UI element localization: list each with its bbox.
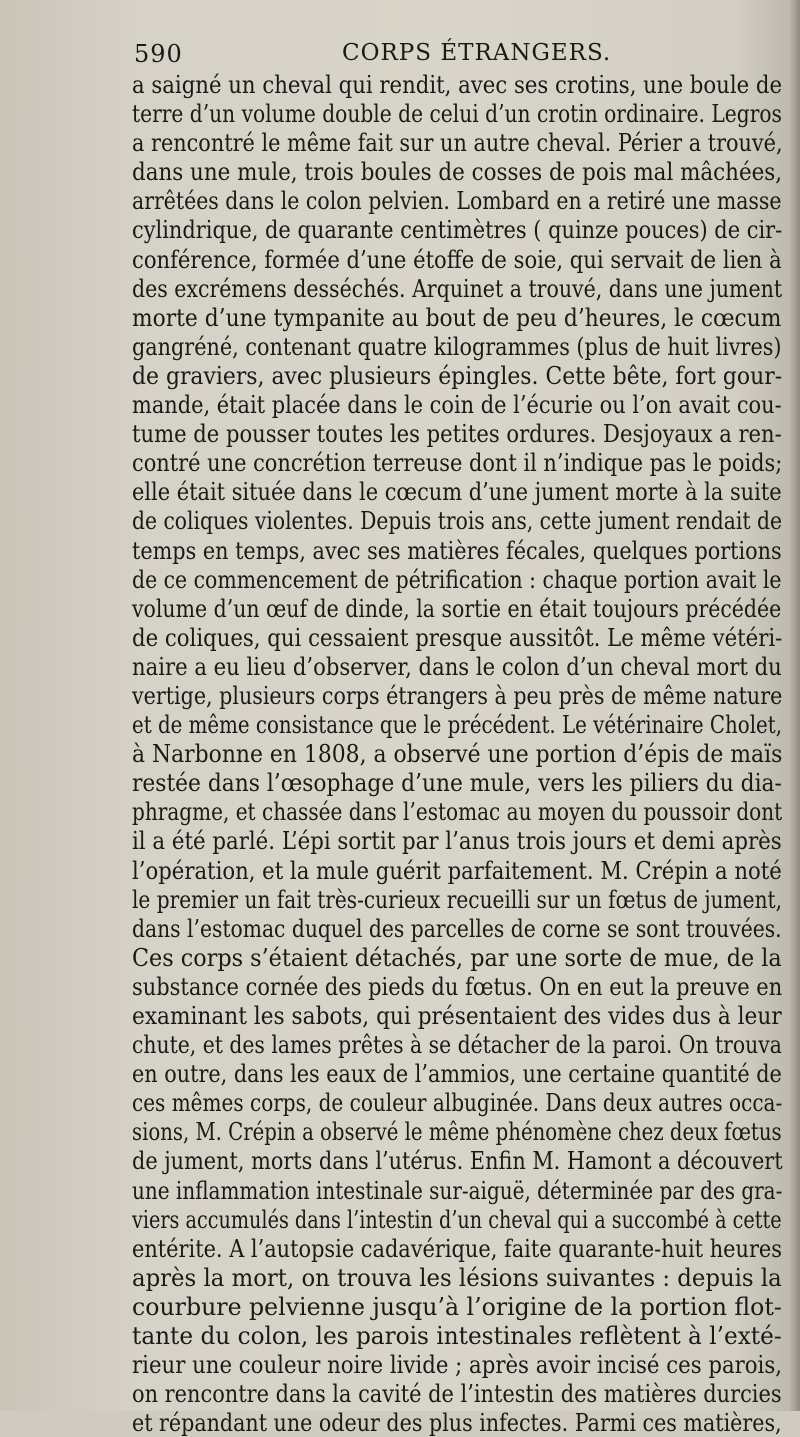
text-line: volume d’un œuf de dinde, la sortie en était toujours précédée: [132, 593, 782, 623]
running-title: CORPS ÉTRANGERS.: [342, 40, 612, 66]
text-line: phragme, et chassée dans l’estomac au moyen du poussoir dont: [132, 797, 783, 827]
text-line: examinant les sabots, qui présentaient des vides dus à leur: [132, 1001, 782, 1030]
text-line: des excrémens desséchés. Arquinet a trouvé, dans une jument: [132, 273, 783, 303]
text-line: cylindrique, de quarante centimètres ( quinze pouces) de cir-: [132, 215, 783, 245]
page-number: 590: [134, 40, 183, 68]
text-line: elle était située dans le cœcum d’une jument morte à la suite: [132, 477, 782, 507]
text-line: a rencontré le même fait sur un autre cheval. Périer a trouvé,: [132, 128, 783, 158]
text-line: gangréné, contenant quatre kilogrammes (plus de huit livres): [132, 331, 782, 361]
text-line: contré une concrétion terreuse dont il n’indique pas le poids;: [132, 448, 783, 478]
text-line: de graviers, avec plusieurs épingles. Cette bête, fort gour-: [132, 360, 783, 390]
text-line: dans l’estomac duquel des parcelles de corne se sont trouvées.: [132, 913, 782, 943]
text-line: on rencontre dans la cavité de l’intestin des matières durcies: [132, 1379, 782, 1409]
text-line: Ces corps s’étaient détachés, par une sorte de mue, de la: [132, 942, 782, 972]
text-line: il a été parlé. L’épi sortit par l’anus trois jours et demi après: [132, 826, 782, 856]
body-text: [132, 70, 782, 1437]
text-line: substance cornée des pieds du fœtus. On en eut la preuve en: [132, 971, 783, 1001]
text-line: chute, et des lames prêtes à se détacher de la paroi. On trouva: [132, 1030, 782, 1060]
text-line: à Narbonne en 1808, a observé une portion d’épis de maïs: [132, 739, 783, 769]
text-line: courbure pelvienne jusqu’à l’origine de la portion flot-: [132, 1291, 782, 1321]
text-line: vertige, plusieurs corps étrangers à peu près de même nature: [132, 680, 783, 710]
text-line: de ce commencement de pétrification : chaque portion avait le: [132, 564, 782, 594]
text-line: une inflammation intestinale sur-aiguë, déterminée par des gra-: [132, 1175, 783, 1205]
text-line: le premier un fait très-curieux recueilli sur un fœtus de jument,: [132, 884, 783, 914]
text-line: ces mêmes corps, de couleur albuginée. Dans deux autres occa-: [132, 1088, 783, 1118]
text-line: en outre, dans les eaux de l’ammios, une certaine quantité de: [132, 1059, 782, 1089]
text-line: a saigné un cheval qui rendit, avec ses crotins, une boule de: [132, 70, 783, 99]
text-line: dans une mule, trois boules de cosses de pois mal mâchées,: [132, 157, 783, 187]
text-line: restée dans l’œsophage d’une mule, vers les piliers du dia-: [132, 768, 782, 798]
text-line: tante du colon, les parois intestinales reflètent à l’exté-: [132, 1321, 782, 1351]
text-line: naire a eu lieu d’observer, dans le colon d’un cheval mort du: [132, 651, 782, 681]
text-line: temps en temps, avec ses matières fécales, quelques portions: [132, 535, 782, 565]
text-line: terre d’un volume double de celui d’un crotin ordinaire. Legros: [132, 99, 782, 129]
text-line: arrêtées dans le colon pelvien. Lombard en a retiré une masse: [132, 186, 782, 216]
text-line: sions, M. Crépin a observé le même phénomène chez deux fœtus: [132, 1117, 782, 1147]
text-line: de coliques, qui cessaient presque aussitôt. Le même vétéri-: [132, 622, 783, 652]
running-head: [132, 36, 772, 70]
text-line: tume de pousser toutes les petites ordures. Desjoyaux a ren-: [132, 419, 782, 449]
text-line: de jument, morts dans l’utérus. Enfin M. Hamont a découvert: [132, 1146, 783, 1176]
text-line: de coliques violentes. Depuis trois ans, cette jument rendait de: [132, 506, 782, 536]
text-line: et de même consistance que le précédent. Le vétérinaire Cholet,: [132, 710, 782, 740]
text-line: après la mort, on trouva les lésions suivantes : depuis la: [132, 1262, 782, 1292]
text-line: conférence, formée d’une étoffe de soie, qui servait de lien à: [132, 244, 782, 274]
text-line: et répandant une odeur des plus infectes. Parmi ces matières,: [132, 1408, 782, 1437]
text-line: mande, était placée dans le coin de l’écurie ou l’on avait cou-: [132, 390, 782, 420]
text-line: rieur une couleur noire livide ; après avoir incisé ces parois,: [132, 1350, 783, 1380]
text-line: morte d’une tympanite au bout de peu d’heures, le cœcum: [132, 302, 782, 332]
text-line: viers accumulés dans l’intestin d’un cheval qui a succombé à cette: [132, 1204, 782, 1234]
page-edge: [790, 0, 800, 1411]
text-line: entérite. A l’autopsie cadavérique, faite quarante-huit heures: [132, 1233, 782, 1263]
text-line: l’opération, et la mule guérit parfaitement. M. Crépin a noté: [132, 855, 782, 885]
